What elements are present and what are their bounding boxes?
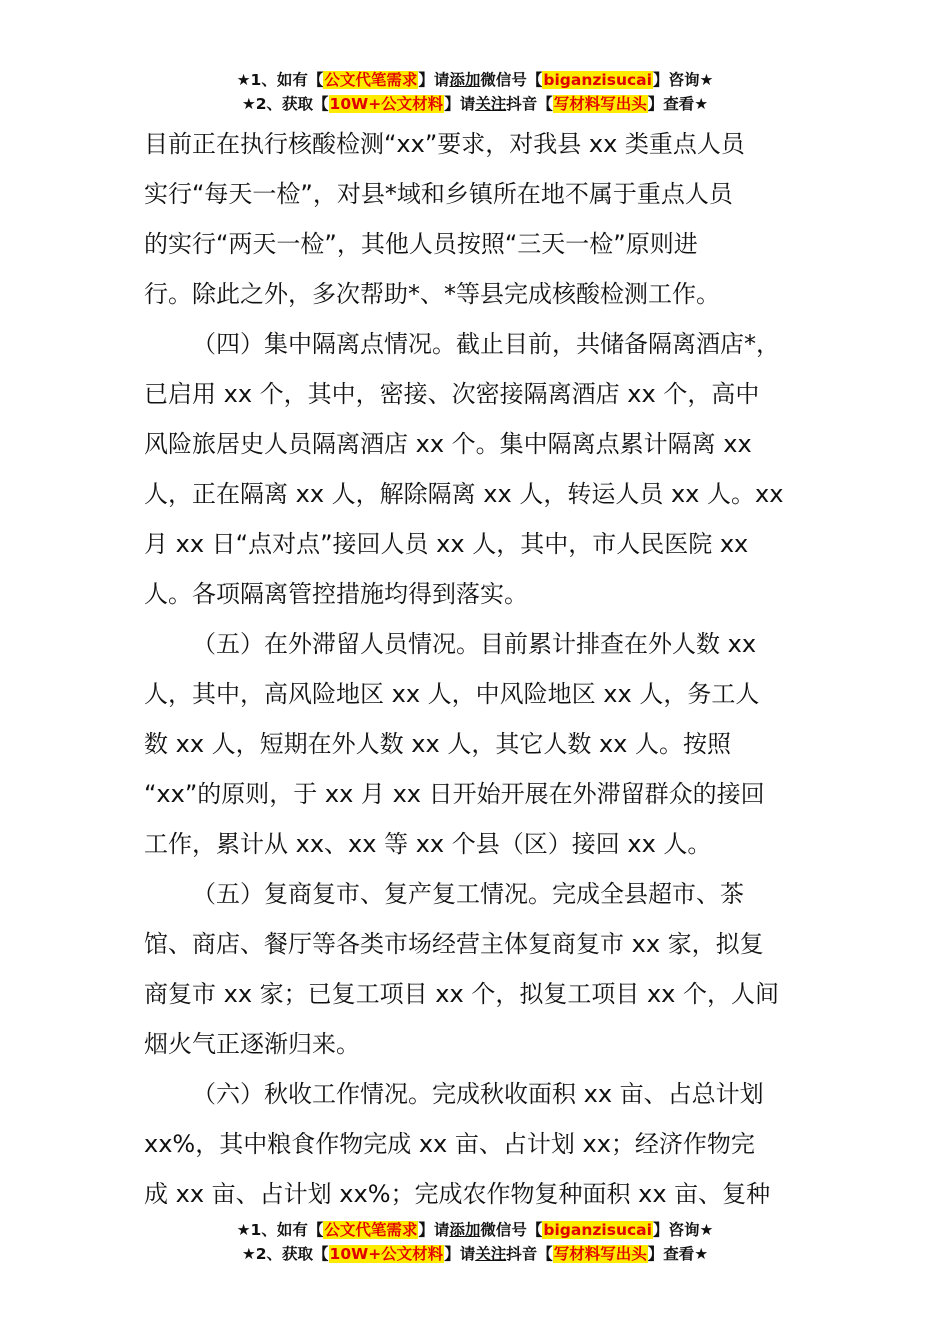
banner-text: 】咨询★ — [652, 71, 714, 89]
banner-highlight: 写材料写出头 — [553, 95, 647, 113]
text-line: 目前正在执行核酸检测“xx”要求，对我县 xx 类重点人员 — [144, 130, 745, 158]
banner-text: ★2、获取【 — [241, 1245, 329, 1263]
document-body — [144, 119, 824, 1219]
text-line: 数 xx 人，短期在外人数 xx 人，其它人数 xx 人。按照 — [144, 730, 731, 758]
banner-text: 】咨询★ — [652, 1221, 714, 1239]
banner-text: 】请 — [444, 1245, 476, 1263]
banner-highlight: biganzisucai — [543, 71, 652, 89]
text-line: 已启用 xx 个，其中，密接、次密接隔离酒店 xx 个，高中 — [144, 380, 760, 408]
banner-text: 】请 — [418, 1221, 450, 1239]
text-line: 人，正在隔离 xx 人，解除隔离 xx 人，转运人员 xx 人。xx — [144, 480, 784, 508]
banner-highlight: 10W+公文材料 — [329, 95, 444, 113]
banner-text: 抖音【 — [506, 95, 553, 113]
text-line: 烟火气正逐渐归来。 — [144, 1030, 360, 1058]
text-line: 月 xx 日“点对点”接回人员 xx 人，其中，市人民医院 xx — [144, 530, 749, 558]
text-line: 商复市 xx 家；已复工项目 xx 个，拟复工项目 xx 个，人间 — [144, 980, 779, 1008]
banner-text: 微信号【 — [480, 1221, 543, 1239]
text-line: 馆、商店、餐厅等各类市场经营主体复商复市 xx 家，拟复 — [144, 930, 764, 958]
text-line: 人。各项隔离管控措施均得到落实。 — [144, 580, 528, 608]
text-line: 工作，累计从 xx、xx 等 xx 个县（区）接回 xx 人。 — [144, 830, 712, 858]
banner-text: 抖音【 — [506, 1245, 553, 1263]
banner-highlight: 公文代笔需求 — [324, 71, 418, 89]
text-line: xx%，其中粮食作物完成 xx 亩、占计划 xx；经济作物完 — [144, 1130, 755, 1158]
banner-highlight: 写材料写出头 — [553, 1245, 647, 1263]
banner-line-1 — [0, 1218, 950, 1242]
banner-line-2 — [0, 92, 950, 116]
banner-line-1 — [0, 68, 950, 92]
banner-text: 微信号【 — [480, 71, 543, 89]
banner-highlight: 公文代笔需求 — [324, 1221, 418, 1239]
text-line: 行。除此之外，多次帮助*、*等县完成核酸检测工作。 — [144, 280, 720, 308]
banner-underline: 关注 — [475, 95, 507, 113]
text-line: 人，其中，高风险地区 xx 人，中风险地区 xx 人，务工人 — [144, 680, 760, 708]
text-line: “xx”的原则，于 xx 月 xx 日开始开展在外滞留群众的接回 — [144, 780, 765, 808]
header-banner-bottom — [0, 1218, 950, 1266]
text-line: 风险旅居史人员隔离酒店 xx 个。集中隔离点累计隔离 xx — [144, 430, 752, 458]
banner-text: 】请 — [444, 95, 476, 113]
banner-underline: 关注 — [475, 1245, 507, 1263]
banner-highlight: 10W+公文材料 — [329, 1245, 444, 1263]
section-heading-line: （六）秋收工作情况。完成秋收面积 xx 亩、占总计划 — [192, 1080, 764, 1108]
text-line: 的实行“两天一检”，其他人员按照“三天一检”原则进 — [144, 230, 698, 258]
banner-text: 】查看★ — [647, 95, 709, 113]
banner-highlight: biganzisucai — [543, 1221, 652, 1239]
text-line: 成 xx 亩、占计划 xx%；完成农作物复种面积 xx 亩、复种 — [144, 1180, 771, 1208]
banner-text: ★2、获取【 — [241, 95, 329, 113]
banner-text: 】查看★ — [647, 1245, 709, 1263]
banner-text: ★1、如有【 — [236, 1221, 324, 1239]
section-heading-line: （五）复商复市、复产复工情况。完成全县超市、茶 — [192, 880, 744, 908]
section-heading-line: （五）在外滞留人员情况。目前累计排查在外人数 xx — [192, 630, 757, 658]
header-banner-top — [0, 68, 950, 116]
banner-underline: 添加 — [449, 71, 481, 89]
section-heading-line: （四）集中隔离点情况。截止目前，共储备隔离酒店*， — [192, 330, 780, 358]
banner-text: ★1、如有【 — [236, 71, 324, 89]
banner-line-2 — [0, 1242, 950, 1266]
banner-text: 】请 — [418, 71, 450, 89]
text-line: 实行“每天一检”，对县*域和乡镇所在地不属于重点人员 — [144, 180, 733, 208]
banner-underline: 添加 — [449, 1221, 481, 1239]
